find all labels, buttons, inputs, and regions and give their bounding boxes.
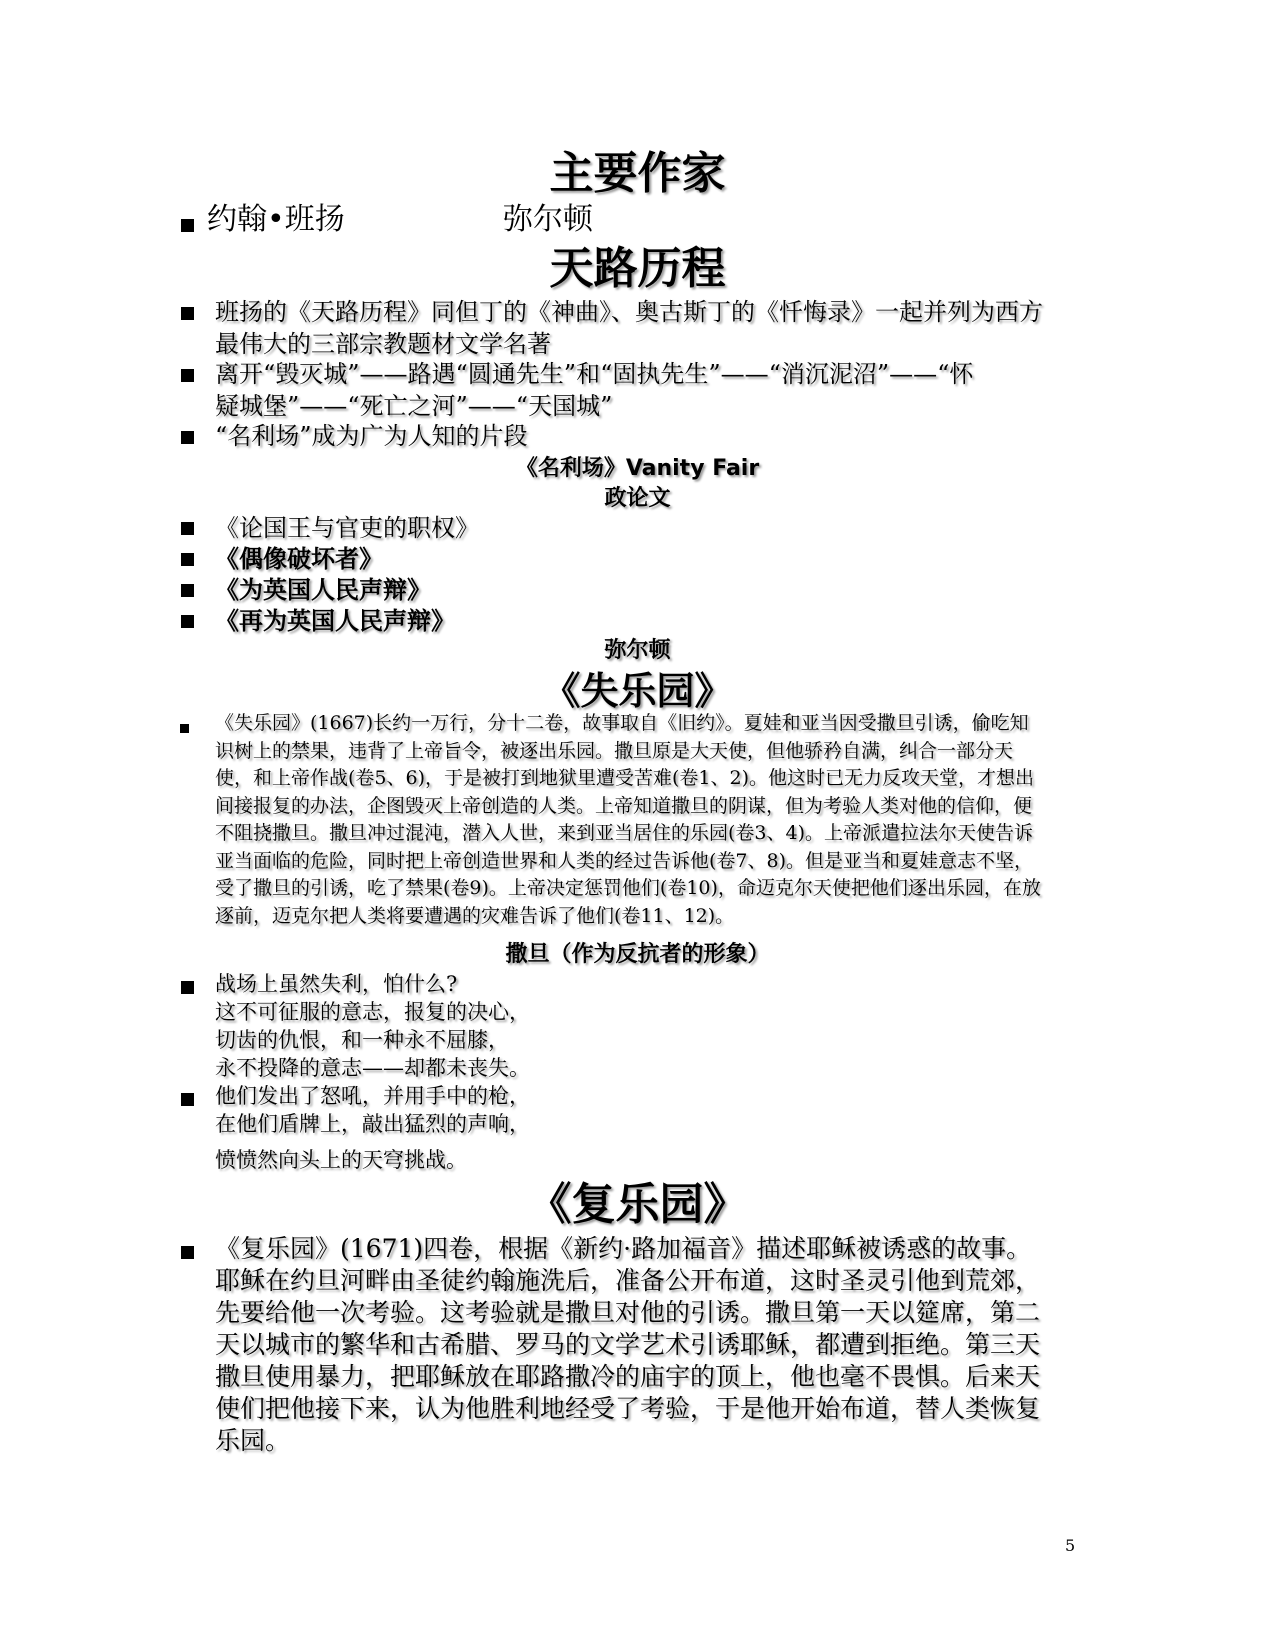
pilgrims-bullet-1: 班扬的《天路历程》同但丁的《神曲》、奥古斯丁的《忏悔录》一起并列为西方最伟大的三部宗教题材文学名著: [215, 298, 1043, 358]
paradise-lost-summary: 《失乐园》(1667)长约一万行，分十二卷，故事取自《旧约》。夏娃和亚当因受撒旦引诱，偷吃知识树上的禁果，违背了上帝旨令，被逐出乐园。撒旦原是大天使，但他骄矜自满，纠合一部分天使，和上帝作战(卷5、6)，于是被打到地狱里遭受苦难(卷1、2)。他这时已无力反攻天堂，才想出间接报复的办法，企图毁灭上帝创造的人类。上帝知道撒旦的阴谋，但为考验人类对他的信仰，便不阻挠撒旦。撒旦冲过混沌，潜入人世，来到亚当居住的乐园(卷3、4)。上帝派遣拉法尔天使告诉亚当面临的危险，同时把上帝创造世界和人类的经过告诉他(卷7、8)。但是亚当和夏娃意志不坚，受了撒旦的引诱，吃了禁果(卷9)。上帝决定惩罚他们(卷10)，命迈克尔天使把他们逐出乐园，在放逐前，迈克尔把人类将要遭遇的灾难告诉了他们(卷11、12)。: [215, 712, 1041, 927]
bullet-icon: [181, 219, 194, 232]
bullet-icon: [181, 981, 194, 994]
heading-main-authors: 主要作家: [549, 148, 726, 199]
pilgrims-bullet-2: 离开“毁灭城”——路遇“圆通先生”和“固执先生”——“消沉泥沼”——“怀疑城堡”——“死亡之河”——“天国城”: [215, 360, 974, 420]
verse-line: 永不投降的意志——却都未丧失。: [215, 1056, 530, 1080]
heading-paradise-lost: 《失乐园》: [542, 669, 733, 713]
verse-line: 切齿的仇恨，和一种永不屈膝，: [215, 1028, 509, 1052]
bullet-icon: [181, 584, 194, 597]
vanity-fair-title: 《名利场》Vanity Fair: [515, 456, 760, 481]
political-essays-label: 政论文: [604, 486, 671, 511]
essay-4: 《再为英国人民声辩》: [215, 606, 455, 635]
bullet-icon: [180, 724, 189, 733]
bullet-icon: [181, 1246, 194, 1259]
satan-verse-1: [215, 970, 1095, 1082]
bullet-icon: [181, 553, 194, 566]
bullet-icon: [181, 307, 194, 320]
heading-pilgrims-progress: 天路历程: [549, 243, 726, 294]
essay-2: 《偶像破坏者》: [215, 544, 383, 573]
bullet-icon: [181, 1093, 194, 1106]
verse-line: 在他们盾牌上，敲出猛烈的声响，: [215, 1112, 530, 1136]
bullet-icon: [181, 615, 194, 628]
milton-label: 弥尔顿: [604, 638, 671, 663]
author-bunyan: 约翰•班扬: [207, 202, 345, 237]
bullet-icon: [181, 522, 194, 535]
satan-verse-2-last: 愤愤然向头上的天穹挑战。: [215, 1148, 467, 1172]
bullet-icon: [181, 369, 194, 382]
author-milton: 弥尔顿: [503, 202, 593, 237]
page-number: 5: [1065, 1536, 1076, 1555]
essay-1: 《论国王与官吏的职权》: [215, 514, 479, 542]
satan-heading: 撒旦（作为反抗者的形象）: [505, 942, 770, 967]
essay-3: 《为英国人民声辩》: [215, 575, 431, 604]
satan-verse-2: [215, 1082, 1095, 1138]
verse-line: 战场上虽然失利，怕什么?: [215, 972, 458, 996]
verse-line: 他们发出了怒吼，并用手中的枪，: [215, 1084, 530, 1108]
paradise-regained-summary: 《复乐园》(1671)四卷，根据《新约·路加福音》描述耶稣被诱惑的故事。耶稣在约旦河畔由圣徒约翰施洗后，准备公开布道，这时圣灵引他到荒郊，先要给他一次考验。这考验就是撒旦对他的引诱。撒旦第一天以筵席，第二天以城市的繁华和古希腊、罗马的文学艺术引诱耶稣，都遭到拒绝。第三天撒旦使用暴力，把耶稣放在耶路撒冷的庙宇的顶上，他也毫不畏惧。后来天使们把他接下来，认为他胜利地经受了考验，于是他开始布道，替人类恢复乐园。: [215, 1234, 1041, 1455]
verse-line: 这不可征服的意志，报复的决心，: [215, 1000, 530, 1024]
heading-paradise-regained: 《复乐园》: [527, 1179, 748, 1230]
bullet-icon: [181, 431, 194, 444]
pilgrims-bullet-3: “名利场”成为广为人知的片段: [215, 422, 528, 450]
